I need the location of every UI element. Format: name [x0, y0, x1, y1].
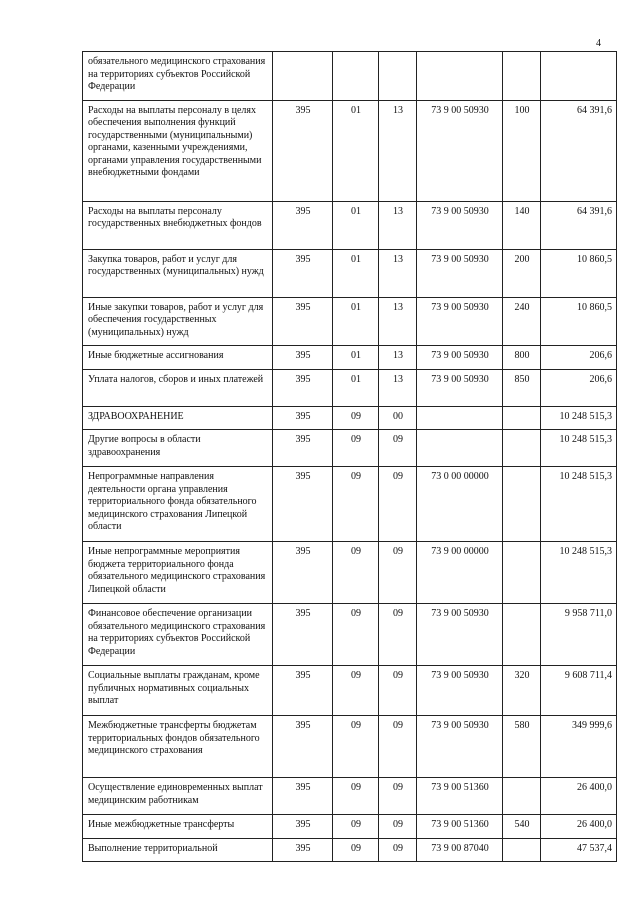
admin-code-cell: 395 [273, 815, 333, 839]
section-code-cell: 09 [333, 778, 379, 815]
subsection-code-cell: 13 [379, 346, 417, 370]
expense-type-cell: 850 [503, 369, 541, 406]
subsection-code-cell [379, 52, 417, 101]
expense-type-cell: 540 [503, 815, 541, 839]
expense-type-cell: 800 [503, 346, 541, 370]
admin-code-cell: 395 [273, 369, 333, 406]
amount-cell [541, 52, 617, 101]
expense-type-cell: 100 [503, 100, 541, 201]
budget-table [82, 51, 617, 862]
row-name-cell: Другие вопросы в области здравоохранения [83, 430, 273, 467]
amount-cell: 10 248 515,3 [541, 430, 617, 467]
table-row [83, 369, 617, 406]
expense-type-cell [503, 778, 541, 815]
page-number: 4 [596, 38, 601, 49]
subsection-code-cell: 13 [379, 249, 417, 297]
admin-code-cell: 395 [273, 467, 333, 542]
amount-cell: 26 400,0 [541, 815, 617, 839]
admin-code-cell: 395 [273, 604, 333, 666]
table-row [83, 406, 617, 430]
row-name-cell: Выполнение территориальной [83, 838, 273, 862]
target-article-cell: 73 9 00 50930 [417, 716, 503, 778]
target-article-cell: 73 9 00 50930 [417, 666, 503, 716]
admin-code-cell: 395 [273, 430, 333, 467]
row-name-cell: Иные бюджетные ассигнования [83, 346, 273, 370]
amount-cell: 206,6 [541, 369, 617, 406]
subsection-code-cell: 13 [379, 100, 417, 201]
amount-cell: 206,6 [541, 346, 617, 370]
row-name-cell: Иные непрограммные мероприятия бюджета территориального фонда обязательного медицинского страхования Липецкой области [83, 542, 273, 604]
amount-cell: 64 391,6 [541, 201, 617, 249]
section-code-cell: 09 [333, 716, 379, 778]
expense-type-cell [503, 467, 541, 542]
row-name-cell: Непрограммные направления деятельности органа управления территориального фонда обязательного медицинского страхования Липецкой области [83, 467, 273, 542]
table-row [83, 346, 617, 370]
section-code-cell: 01 [333, 369, 379, 406]
row-name-cell: ЗДРАВООХРАНЕНИЕ [83, 406, 273, 430]
expense-type-cell [503, 406, 541, 430]
subsection-code-cell: 09 [379, 467, 417, 542]
admin-code-cell: 395 [273, 249, 333, 297]
subsection-code-cell: 09 [379, 542, 417, 604]
subsection-code-cell: 13 [379, 297, 417, 346]
target-article-cell: 73 9 00 51360 [417, 815, 503, 839]
subsection-code-cell: 09 [379, 716, 417, 778]
table-row [83, 815, 617, 839]
expense-type-cell [503, 604, 541, 666]
amount-cell: 26 400,0 [541, 778, 617, 815]
expense-type-cell [503, 52, 541, 101]
admin-code-cell: 395 [273, 297, 333, 346]
row-name-cell: Осуществление единовременных выплат медицинским работникам [83, 778, 273, 815]
target-article-cell [417, 406, 503, 430]
target-article-cell: 73 0 00 00000 [417, 467, 503, 542]
admin-code-cell: 395 [273, 406, 333, 430]
section-code-cell: 09 [333, 430, 379, 467]
expense-type-cell: 320 [503, 666, 541, 716]
subsection-code-cell: 09 [379, 838, 417, 862]
subsection-code-cell: 13 [379, 201, 417, 249]
amount-cell: 10 248 515,3 [541, 542, 617, 604]
expense-type-cell [503, 838, 541, 862]
target-article-cell: 73 9 00 50930 [417, 346, 503, 370]
subsection-code-cell: 00 [379, 406, 417, 430]
admin-code-cell: 395 [273, 778, 333, 815]
expense-type-cell: 140 [503, 201, 541, 249]
table-row [83, 778, 617, 815]
row-name-cell: обязательного медицинского страхования на территориях субъектов Российской Федерации [83, 52, 273, 101]
table-row [83, 249, 617, 297]
amount-cell: 10 248 515,3 [541, 406, 617, 430]
row-name-cell: Расходы на выплаты персоналу государственных внебюджетных фондов [83, 201, 273, 249]
row-name-cell: Расходы на выплаты персоналу в целях обеспечения выполнения функций государственными (муниципальными) органами, казенными учреждениями, органами управления государственными внебюджетными фондами [83, 100, 273, 201]
table-row [83, 467, 617, 542]
section-code-cell [333, 52, 379, 101]
target-article-cell: 73 9 00 87040 [417, 838, 503, 862]
admin-code-cell [273, 52, 333, 101]
table-row [83, 52, 617, 101]
table-row [83, 201, 617, 249]
target-article-cell [417, 430, 503, 467]
amount-cell: 349 999,6 [541, 716, 617, 778]
row-name-cell: Межбюджетные трансферты бюджетам территориальных фондов обязательного медицинского страхования [83, 716, 273, 778]
admin-code-cell: 395 [273, 716, 333, 778]
table-row [83, 604, 617, 666]
subsection-code-cell: 09 [379, 666, 417, 716]
target-article-cell: 73 9 00 50930 [417, 604, 503, 666]
amount-cell: 10 860,5 [541, 297, 617, 346]
target-article-cell: 73 9 00 50930 [417, 297, 503, 346]
admin-code-cell: 395 [273, 838, 333, 862]
subsection-code-cell: 13 [379, 369, 417, 406]
amount-cell: 9 958 711,0 [541, 604, 617, 666]
table-row [83, 297, 617, 346]
table-row [83, 542, 617, 604]
subsection-code-cell: 09 [379, 604, 417, 666]
section-code-cell: 01 [333, 346, 379, 370]
expense-type-cell: 580 [503, 716, 541, 778]
amount-cell: 9 608 711,4 [541, 666, 617, 716]
target-article-cell: 73 9 00 51360 [417, 778, 503, 815]
target-article-cell [417, 52, 503, 101]
section-code-cell: 09 [333, 542, 379, 604]
admin-code-cell: 395 [273, 542, 333, 604]
table-row [83, 838, 617, 862]
section-code-cell: 01 [333, 297, 379, 346]
section-code-cell: 09 [333, 838, 379, 862]
section-code-cell: 01 [333, 249, 379, 297]
section-code-cell: 01 [333, 100, 379, 201]
budget-table-body [83, 52, 617, 862]
target-article-cell: 73 9 00 50930 [417, 249, 503, 297]
admin-code-cell: 395 [273, 666, 333, 716]
section-code-cell: 09 [333, 406, 379, 430]
section-code-cell: 09 [333, 666, 379, 716]
expense-type-cell [503, 542, 541, 604]
admin-code-cell: 395 [273, 100, 333, 201]
amount-cell: 47 537,4 [541, 838, 617, 862]
amount-cell: 64 391,6 [541, 100, 617, 201]
section-code-cell: 09 [333, 604, 379, 666]
row-name-cell: Закупка товаров, работ и услуг для государственных (муниципальных) нужд [83, 249, 273, 297]
section-code-cell: 01 [333, 201, 379, 249]
expense-type-cell [503, 430, 541, 467]
row-name-cell: Финансовое обеспечение организации обязательного медицинского страхования на территориях субъектов Российской Федерации [83, 604, 273, 666]
amount-cell: 10 860,5 [541, 249, 617, 297]
subsection-code-cell: 09 [379, 778, 417, 815]
admin-code-cell: 395 [273, 201, 333, 249]
target-article-cell: 73 9 00 00000 [417, 542, 503, 604]
table-row [83, 430, 617, 467]
row-name-cell: Иные межбюджетные трансферты [83, 815, 273, 839]
table-row [83, 666, 617, 716]
row-name-cell: Социальные выплаты гражданам, кроме публичных нормативных социальных выплат [83, 666, 273, 716]
row-name-cell: Уплата налогов, сборов и иных платежей [83, 369, 273, 406]
section-code-cell: 09 [333, 815, 379, 839]
expense-type-cell: 200 [503, 249, 541, 297]
target-article-cell: 73 9 00 50930 [417, 369, 503, 406]
target-article-cell: 73 9 00 50930 [417, 201, 503, 249]
admin-code-cell: 395 [273, 346, 333, 370]
table-row [83, 716, 617, 778]
table-row [83, 100, 617, 201]
row-name-cell: Иные закупки товаров, работ и услуг для обеспечения государственных (муниципальных) нужд [83, 297, 273, 346]
target-article-cell: 73 9 00 50930 [417, 100, 503, 201]
subsection-code-cell: 09 [379, 430, 417, 467]
subsection-code-cell: 09 [379, 815, 417, 839]
amount-cell: 10 248 515,3 [541, 467, 617, 542]
section-code-cell: 09 [333, 467, 379, 542]
expense-type-cell: 240 [503, 297, 541, 346]
